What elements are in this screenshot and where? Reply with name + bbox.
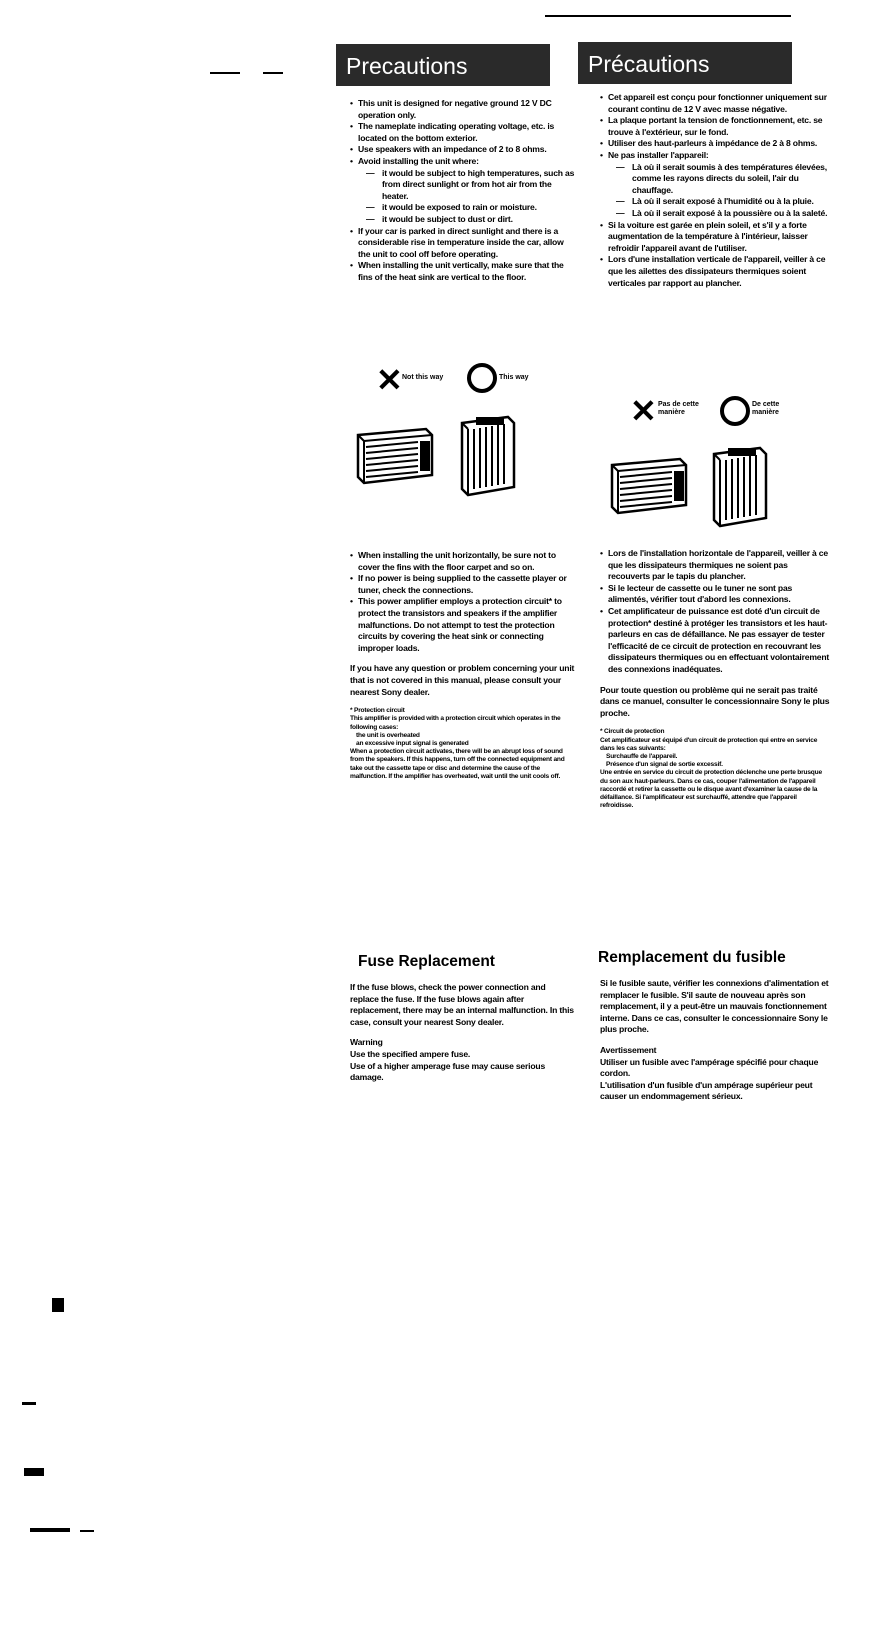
consult-dealer-note-en: If you have any question or problem concerning your unit that is not covered in this manual, please consult your nearest Sony dealer.	[350, 663, 575, 697]
protection-intro-en: This amplifier is provided with a protection circuit which operates in the following cases:	[350, 715, 561, 731]
list-item: • This power amplifier employs a protection circuit* to protect the transistors and speakers if the amplifier malfunctions. Do not attempt to test the protection circuits by covering the heat sink or connecting improper loads.	[350, 596, 576, 654]
list-item: — Là où il serait exposé à l'humidité ou à la pluie.	[616, 196, 830, 208]
protection-case: Surchauffe de l'appareil.	[606, 752, 678, 760]
scan-speck	[80, 1530, 94, 1532]
list-item: • Cet appareil est conçu pour fonctionner uniquement sur courant continu de 12 V avec masse négative.	[600, 92, 830, 115]
bullet-list-fr	[600, 92, 830, 289]
consult-dealer-note-fr: Pour toute question ou problème qui ne serait pas traité dans ce manuel, consulter le concessionnaire Sony le plus proche.	[600, 684, 830, 718]
list-item: • La plaque portant la tension de fonctionnement, etc. se trouve à l'extérieur, sur le fond.	[600, 115, 830, 138]
bullet-list-fr-2	[600, 548, 830, 676]
list-item: — it would be subject to dust or dirt.	[366, 214, 576, 226]
list-item: • If your car is parked in direct sunlight and there is a considerable rise in temperature inside the car, allow the unit to cool off before operating.	[350, 226, 576, 261]
top-rule	[545, 15, 791, 17]
warning-line: Use of a higher amperage fuse may cause serious damage.	[350, 1060, 546, 1083]
precautions-continued-fr	[600, 548, 830, 810]
protection-case: Présence d'un signal de sortie excessif.	[606, 761, 723, 769]
warning-line: Use the specified ampere fuse.	[350, 1048, 471, 1059]
bullet-list-en	[350, 98, 576, 284]
scan-mark	[263, 72, 283, 74]
warning-line: L'utilisation d'un fusible d'un ampérage supérieur peut causer un endommagement sérieux.	[600, 1079, 813, 1102]
list-item: • The nameplate indicating operating voltage, etc. is located on the bottom exterior.	[350, 121, 576, 144]
list-item: — Là où il serait exposé à la poussière ou à la saleté.	[616, 208, 830, 220]
not-this-way-label: Not this way	[402, 374, 444, 381]
list-item	[350, 156, 576, 226]
amp-vertical-illustration	[708, 446, 770, 528]
protection-intro-fr: Cet amplificateur est équipé d'un circuit de protection qui entre en service dans les cas suivants:	[600, 736, 818, 752]
list-item: • Utiliser des haut-parleurs à impédance de 2 à 8 ohms.	[600, 138, 830, 150]
amp-horizontal-illustration	[606, 455, 690, 517]
protection-text-en: When a protection circuit activates, there will be an abrupt loss of sound from the speakers. If this happens, turn off the connected equipment and take out the cassette tape or disc and determine the cause of the malfunction. If the amplifier has overheated, wait until the unit cools off.	[350, 748, 565, 780]
fuse-section-en	[350, 982, 576, 1084]
scan-speck	[52, 1298, 64, 1312]
precautions-banner-en	[336, 44, 550, 86]
list-item: • When installing the unit horizontally, be sure not to cover the fins with the floor carpet and so on.	[350, 550, 576, 573]
list-item: • Si le lecteur de cassette ou le tuner ne sont pas alimentés, vérifier tout d'abord les connexions.	[600, 583, 830, 606]
fuse-text-fr: Si le fusible saute, vérifier les connexions d'alimentation et remplacer le fusible. S'il saute de nouveau après son remplacement, il y a peut-être un mauvais fonctionnement interne. Dans ce cas, consulter le concessionnaire Sony le plus proche.	[600, 978, 829, 1035]
scan-speck	[30, 1528, 70, 1532]
fuse-section-fr	[600, 978, 830, 1103]
list-item	[600, 150, 830, 220]
page-title-fr: Précautions	[588, 51, 710, 77]
amp-horizontal-illustration	[352, 425, 436, 487]
protection-case: the unit is overheated	[356, 731, 420, 739]
x-mark-icon: ✕	[376, 362, 403, 398]
protection-title-en: * Protection circuit	[350, 707, 405, 715]
list-item: • Si la voiture est garée en plein soleil, et s'il y a forte augmentation de la température à l'intérieur, laisser refroidir l'appareil avant de l'utiliser.	[600, 220, 830, 255]
scan-speck	[24, 1468, 44, 1476]
not-this-way-label: Pas de cette manière	[658, 401, 699, 416]
amp-vertical-illustration	[456, 415, 518, 497]
precautions-section-fr	[600, 92, 830, 289]
list-item: — Là où il serait soumis à des températures élevées, comme les rayons directs du soleil, l'air du chauffage.	[616, 162, 830, 197]
warning-title-en: Warning	[350, 1037, 383, 1048]
list-item: • Cet amplificateur de puissance est doté d'un circuit de protection* destiné à protéger les transistors et les haut-parleurs en cas de défaillance. Ne pas essayer de tester l'efficacité de ce circuit de protection en recouvrant les dissipateurs thermiques ou en effectuant volontairement des connexions inadéquates.	[600, 606, 830, 676]
fuse-heading-fr: Remplacement du fusible	[598, 949, 786, 966]
this-way-label: De cette manière	[752, 401, 780, 416]
bullet-list-en-2	[350, 550, 576, 654]
list-item: — it would be subject to high temperatures, such as from direct sunlight or from hot air from the heater.	[366, 168, 576, 203]
list-item: • Use speakers with an impedance of 2 to 8 ohms.	[350, 144, 576, 156]
scan-speck	[22, 1402, 36, 1405]
list-item: • Lors d'une installation verticale de l'appareil, veiller à ce que les ailettes des dissipateurs thermiques soient verticales par rapport au plancher.	[600, 254, 830, 289]
protection-circuit-note-fr	[600, 728, 830, 810]
list-item: • If no power is being supplied to the cassette player or tuner, check the connections.	[350, 573, 576, 596]
precautions-banner-fr	[578, 42, 792, 84]
page-title-en: Precautions	[346, 53, 468, 79]
warning-title-fr: Avertissement	[600, 1044, 657, 1055]
precautions-continued-en	[350, 550, 576, 781]
avoid-list-fr	[608, 162, 830, 220]
list-item-text: Ne pas installer l'appareil:	[608, 149, 709, 160]
warning-line: Utiliser un fusible avec l'ampérage spécifié pour chaque cordon.	[600, 1056, 819, 1079]
protection-title-fr: * Circuit de protection	[600, 728, 665, 736]
protection-text-fr: Une entrée en service du circuit de protection déclenche une perte brusque du son aux haut-parleurs. Dans ce cas, couper l'alimentation de l'appareil raccordé et retirer la cassette ou le disque avant d'examiner la cause de la défaillance. Si l'amplificateur est surchauffé, attendre que l'appareil refroidisse.	[600, 769, 822, 810]
protection-circuit-note-en	[350, 707, 576, 781]
list-item: • This unit is designed for negative ground 12 V DC operation only.	[350, 98, 576, 121]
circle-mark-icon	[467, 363, 497, 393]
this-way-label: This way	[499, 374, 529, 381]
avoid-list-en	[358, 168, 576, 226]
circle-mark-icon	[720, 396, 750, 426]
list-item: • Lors de l'installation horizontale de l'appareil, veiller à ce que les dissipateurs thermiques ne soient pas recouverts par le tapis du plancher.	[600, 548, 830, 583]
list-item-text: Avoid installing the unit where:	[358, 155, 479, 166]
fuse-text-en: If the fuse blows, check the power connection and replace the fuse. If the fuse blows again after replacement, there may be an internal malfunction. In this case, consult your nearest Sony dealer.	[350, 982, 574, 1027]
protection-case: an excessive input signal is generated	[356, 739, 469, 747]
fuse-heading-en: Fuse Replacement	[358, 953, 495, 970]
precautions-section-en	[350, 98, 576, 284]
scan-mark	[210, 72, 240, 74]
list-item: • When installing the unit vertically, make sure that the fins of the heat sink are vertical to the floor.	[350, 260, 576, 283]
list-item: — it would be exposed to rain or moisture.	[366, 202, 576, 214]
x-mark-icon: ✕	[630, 393, 657, 429]
